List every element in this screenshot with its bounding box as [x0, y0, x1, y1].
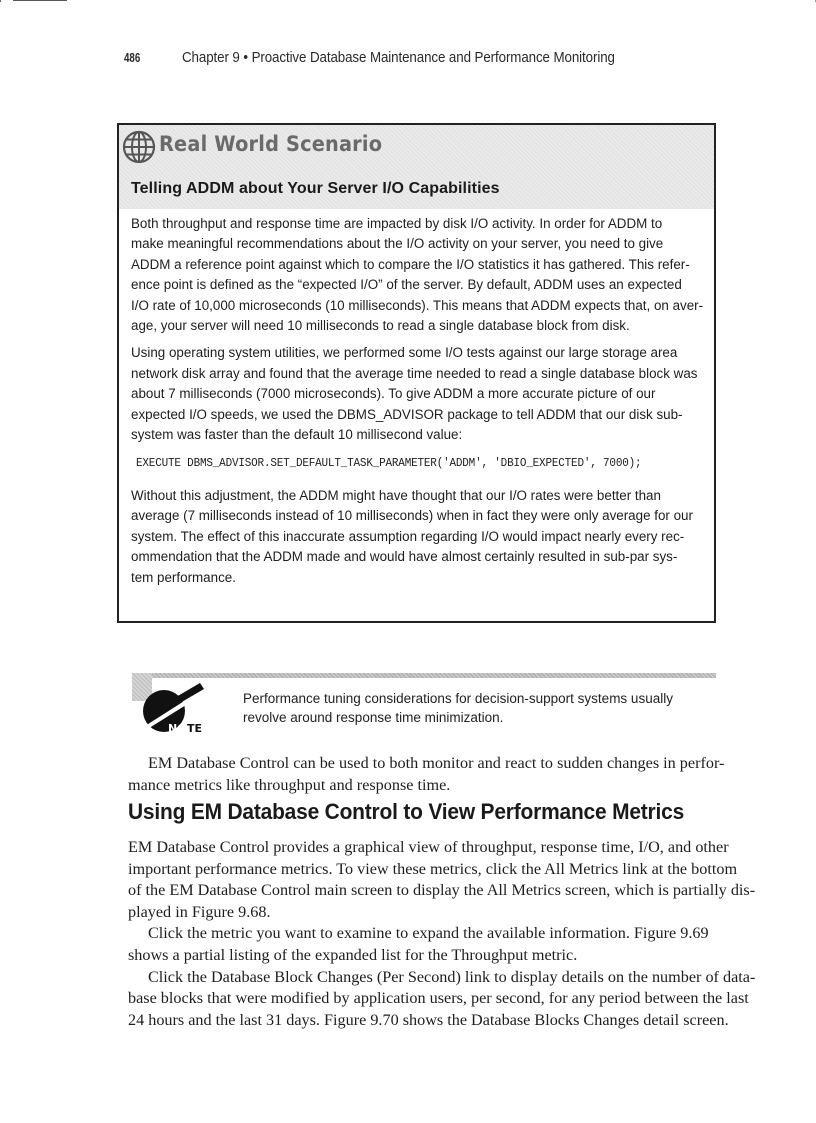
sidebar-header: [119, 125, 714, 209]
text-line: tem performance.: [131, 569, 236, 585]
code-sample: EXECUTE DBMS_ADVISOR.SET_DEFAULT_TASK_PARAMETER('ADDM', 'DBIO_EXPECTED', 7000);: [136, 456, 642, 471]
text-line: I/O rate of 10,000 microseconds (10 milliseconds). This means that ADDM expects that, on aver-: [131, 297, 704, 313]
text-line: 24 hours and the last 31 days. Figure 9.70 shows the Database Blocks Changes detail screen.: [128, 1010, 729, 1029]
real-world-scenario-sidebar: [117, 123, 716, 623]
note-text: [243, 689, 673, 727]
sidebar-paragraph: [131, 486, 704, 588]
text-line: played in Figure 9.68.: [128, 902, 271, 921]
sidebar-label: Real World Scenario: [159, 132, 383, 156]
text-line: ence point is defined as the “expected I/O” of the server. By default, ADDM uses an expected: [131, 277, 682, 293]
text-line: about 7 milliseconds (7000 microseconds). To give ADDM a more accurate picture of our: [131, 386, 656, 402]
svg-text:TE: TE: [187, 722, 203, 735]
text-line: system was faster than the default 10 millisecond value:: [131, 427, 463, 443]
text-line: Performance tuning considerations for decision-support systems usually: [243, 691, 673, 706]
text-line: ADDM a reference point against which to compare the I/O statistics it has gathered. This refer-: [131, 256, 690, 272]
text-line: revolve around response time minimization.: [243, 710, 504, 725]
svg-text:NO: NO: [168, 722, 187, 735]
text-line: expected I/O speeds, we used the DBMS_ADVISOR package to tell ADDM that our disk sub-: [131, 406, 683, 422]
sidebar-paragraph: [131, 214, 704, 336]
text-line: make meaningful recommendations about the I/O activity on your server, you need to give: [131, 236, 664, 252]
text-line: mance metrics like throughput and response time.: [128, 775, 451, 794]
text-line: shows a partial listing of the expanded list for the Throughput metric.: [128, 945, 578, 964]
page-number: 486: [124, 51, 141, 65]
text-line: EM Database Control provides a graphical view of throughput, response time, I/O, and other: [128, 838, 729, 856]
text-line: system. The effect of this inaccurate assumption regarding I/O would impact nearly every rec-: [131, 528, 685, 544]
note-rule: [132, 673, 716, 678]
text-line: base blocks that were modified by application users, per second, for any period between the last: [128, 989, 749, 1008]
sidebar-paragraph: [131, 343, 704, 445]
text-line: Click the Database Block Changes (Per Second) link to display details on the number of data-: [148, 967, 756, 986]
sidebar-title: Telling ADDM about Your Server I/O Capabilities: [131, 180, 500, 197]
text-line: of the EM Database Control main screen to display the All Metrics screen, which is partially dis-: [128, 881, 756, 900]
running-head: [124, 50, 653, 66]
text-line: Using operating system utilities, we performed some I/O tests against our large storage area: [131, 345, 678, 361]
crop-mark-left: [0, 0, 1, 2]
text-line: Both throughput and response time are impacted by disk I/O activity. In order for ADDM to: [131, 216, 663, 231]
globe-icon: [122, 130, 156, 164]
text-line: Click the metric you want to examine to expand the available information. Figure 9.69: [148, 924, 709, 943]
intro-paragraph: [128, 753, 725, 796]
section-heading: Using EM Database Control to View Performance Metrics: [128, 799, 685, 824]
sidebar-body: [119, 209, 714, 588]
section-body: [128, 837, 756, 1031]
text-line: average (7 milliseconds instead of 10 milliseconds) when in fact they were only average for our: [131, 508, 693, 524]
chapter-title: Chapter 9 • Proactive Database Maintenance and Performance Monitoring: [182, 50, 615, 66]
text-line: Without this adjustment, the ADDM might have thought that our I/O rates were better than: [131, 487, 661, 503]
text-line: important performance metrics. To view these metrics, click the All Metrics link at the bottom: [128, 859, 738, 878]
text-line: age, your server will need 10 milliseconds to read a single database block from disk.: [131, 318, 630, 334]
text-line: network disk array and found that the average time needed to read a single database block was: [131, 365, 698, 381]
note-icon: [130, 681, 206, 735]
text-line: EM Database Control can be used to both monitor and react to sudden changes in perfor-: [148, 754, 725, 772]
text-line: ommendation that the ADDM made and would have almost certainly resulted in sub-par sys-: [131, 549, 678, 565]
crop-mark-line: [13, 0, 67, 1]
note-callout: [130, 673, 716, 735]
